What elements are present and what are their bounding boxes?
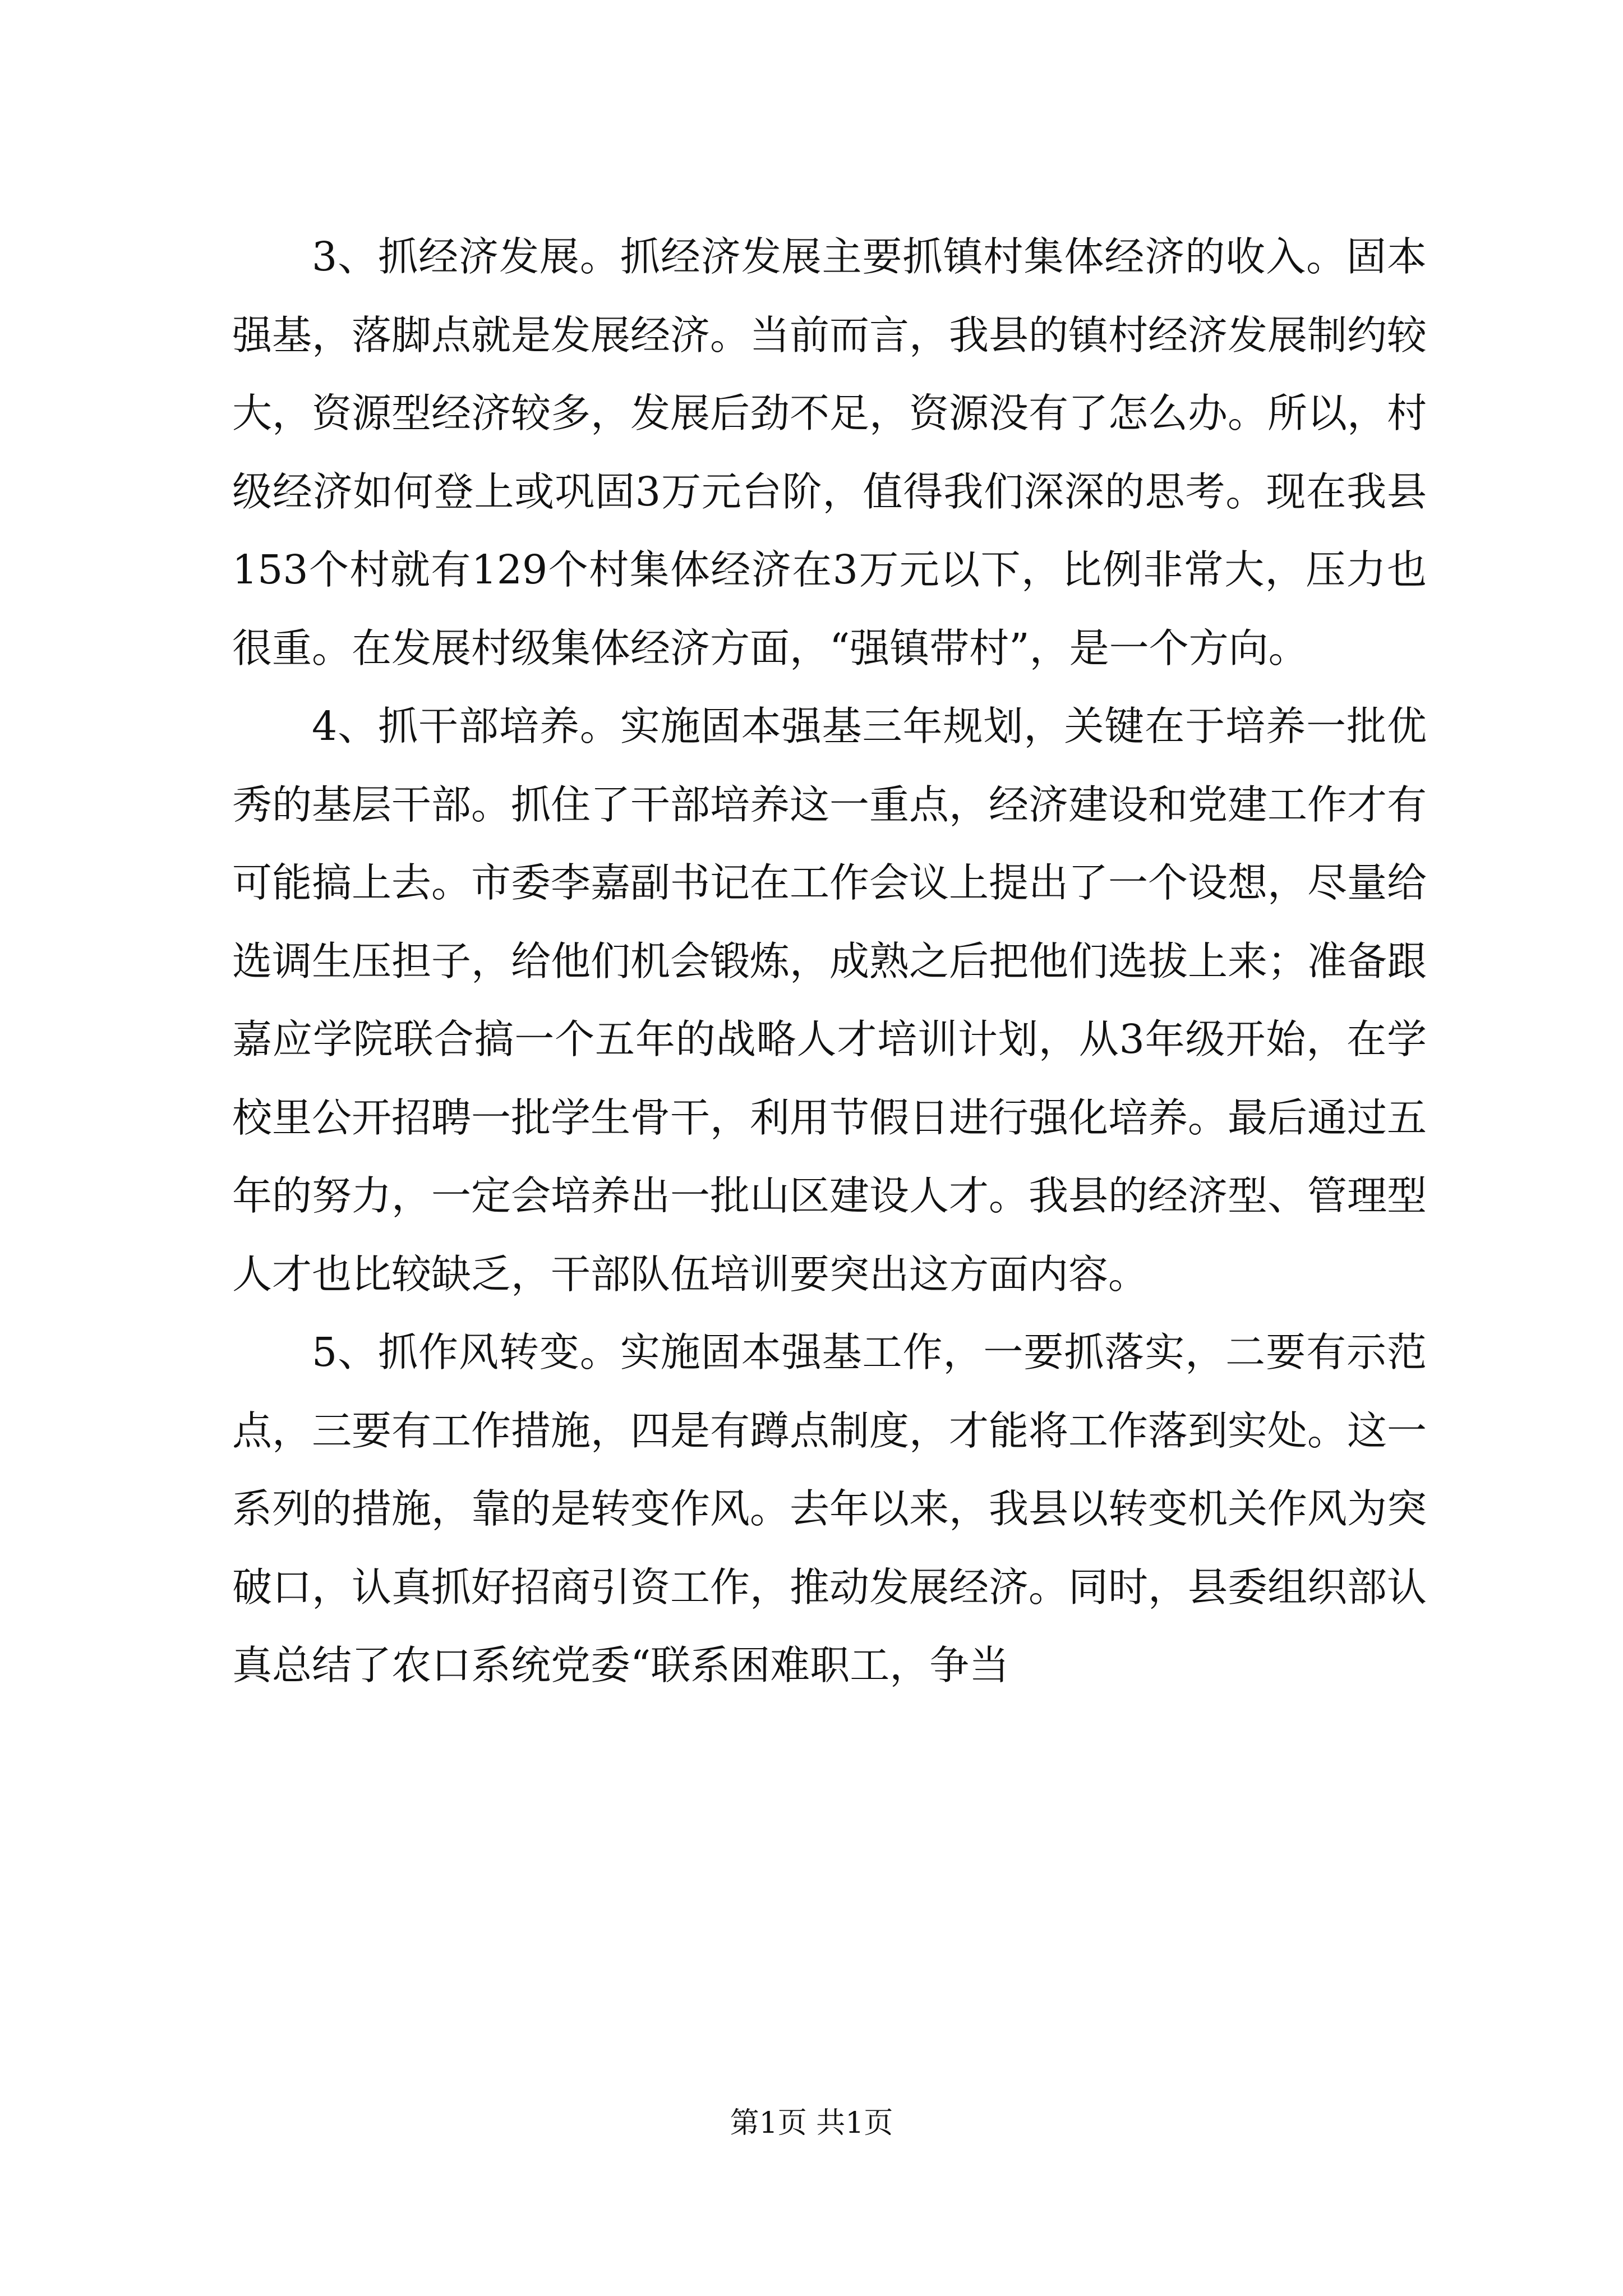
paragraph-economic-development: 3、抓经济发展。抓经济发展主要抓镇村集体经济的收入。固本强基，落脚点就是发展经济。当前而言，我县的镇村经济发展制约较大，资源型经济较多，发展后劲不足，资源没有了怎么办。所以，村级经济如何登上或巩固3万元台阶，值得我们深深的思考。现在我县153个村就有129个村集体经济在3万元以下，比例非常大，压力也很重。在发展村级集体经济方面，“强镇带村”，是一个方向。 xyxy=(232,233,1427,671)
document-body xyxy=(232,218,1427,1705)
paragraph-work-style: 5、抓作风转变。实施固本强基工作，一要抓落实，二要有示范点，三要有工作措施，四是有蹲点制度，才能将工作落到实处。这一系列的措施，靠的是转变作风。去年以来，我县以转变机关作风为突破口，认真抓好招商引资工作，推动发展经济。同时，县委组织部认真总结了农口系统党委“联系困难职工，争当 xyxy=(232,1329,1427,1688)
page-footer: 第1页 共1页 xyxy=(730,2106,893,2140)
paragraph-cadre-training: 4、抓干部培养。实施固本强基三年规划，关键在于培养一批优秀的基层干部。抓住了干部培养这一重点，经济建设和党建工作才有可能搞上去。市委李嘉副书记在工作会议上提出了一个设想，尽量给选调生压担子，给他们机会锻炼，成熟之后把他们选拔上来；准备跟嘉应学院联合搞一个五年的战略人才培训计划，从3年级开始，在学校里公开招聘一批学生骨干，利用节假日进行强化培养。最后通过五年的努力，一定会培养出一批山区建设人才。我县的经济型、管理型人才也比较缺乏，干部队伍培训要突出这方面内容。 xyxy=(232,703,1427,1297)
